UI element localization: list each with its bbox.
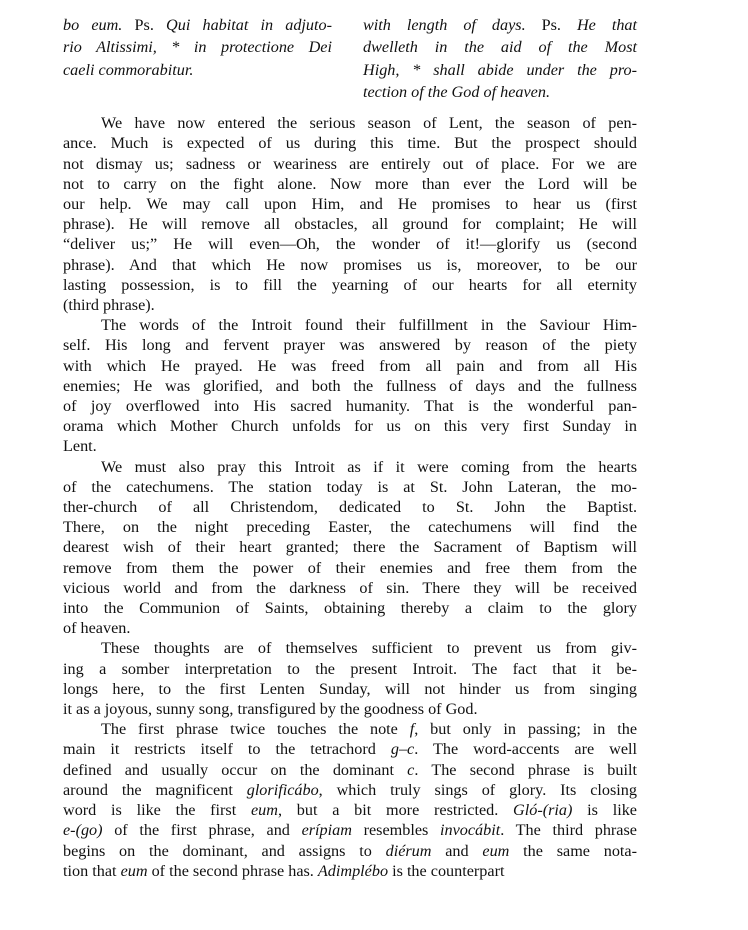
italic-term: eum — [250, 801, 278, 820]
book-page — [63, 14, 637, 881]
text-run: of the first phrase, and — [102, 821, 302, 840]
italic-term: e-(go) — [63, 821, 103, 840]
text-line: orama which Mother Church unfolds for us on this very first Sunday in — [63, 417, 637, 436]
text-line: it as a joyous, sunny song, transfigured by the goodness of God. — [63, 700, 478, 719]
text-run: around the magnificent — [63, 780, 247, 799]
text-line — [63, 719, 637, 739]
italic-term: g–c — [390, 740, 415, 759]
text-line: vicious world and from the darkness of sin. There they will be received — [63, 578, 637, 597]
commentary-body — [63, 113, 637, 881]
text-line: ance. Much is expected of us during this time. But the prospect should — [63, 134, 637, 153]
text-run: . The third phrase — [500, 821, 637, 840]
italic-term: Adimplébo — [317, 861, 389, 880]
text-run: the same nota- — [509, 841, 638, 860]
text-run: . The word-accents are well — [414, 740, 637, 759]
text-run: word is like the first — [63, 801, 251, 820]
text-line: not dismay us; sadness or weariness are entirely out of place. For we are — [63, 154, 637, 173]
commentary-paragraph — [63, 638, 637, 719]
text-line: (third phrase). — [63, 296, 155, 315]
italic-term: invocábit — [439, 821, 501, 840]
text-run: begins on the dominant, and assigns to — [63, 841, 386, 860]
english-verse-line: tection of the God of heaven. — [363, 82, 551, 101]
latin-verse-column — [63, 14, 332, 103]
text-line: not to carry on the fight alone. Now more than ever the Lord will be — [63, 174, 637, 193]
text-line: enemies; He was glorified, and both the fullness of days and the fullness — [63, 376, 637, 395]
text-run: defined and usually occur on the dominant — [63, 760, 408, 779]
text-line: ing a somber interpretation to the present Introit. The fact that it be- — [63, 659, 637, 678]
introit-verse-columns — [63, 14, 637, 103]
text-line: of heaven. — [63, 619, 131, 638]
text-line: phrase). He will remove all obstacles, all ground for complaint; He will — [63, 215, 637, 234]
english-verse-line: High, * shall abide under the pro- — [363, 60, 637, 79]
text-line: phrase). And that which He now promises us is, moreover, to be our — [63, 255, 637, 274]
text-line: self. His long and fervent prayer was answered by reason of the piety — [63, 336, 637, 355]
text-run: is like — [572, 801, 637, 820]
text-line — [63, 861, 637, 881]
text-line — [63, 760, 637, 780]
commentary-paragraph — [63, 315, 637, 456]
text-line: into the Communion of Saints, obtaining thereby a claim to the glory — [63, 599, 637, 618]
italic-term: diérum — [385, 841, 432, 860]
latin-verse-line: rio Altissimi, * in protectione Dei — [63, 38, 332, 57]
commentary-paragraph — [63, 719, 637, 881]
text-run: resembles — [351, 821, 440, 840]
text-line: These thoughts are of themselves sufficient to prevent us from giv- — [101, 639, 637, 658]
italic-term: f — [409, 720, 415, 739]
text-run: , but only in passing; in the — [414, 720, 638, 739]
italic-term: eum — [120, 861, 148, 880]
text-line — [63, 780, 637, 800]
text-run: The first phrase twice touches the note — [101, 720, 410, 739]
text-line: of the catechumens. The station today is at St. John Lateran, the mo- — [63, 477, 637, 496]
text-line: Lent. — [63, 437, 97, 456]
english-verse-line: with length of days. Ps. He that — [363, 16, 637, 34]
italic-term: c — [407, 760, 415, 779]
text-line — [63, 739, 637, 759]
text-line: longs here, to the first Lenten Sunday, will not hinder us from singing — [63, 679, 637, 698]
text-line — [63, 820, 637, 840]
text-run: , but a bit more restricted. — [277, 801, 514, 820]
text-line: lasting possession, is to fill the yearning of our hearts for all eternity — [63, 275, 637, 294]
latin-verse-line: bo eum. Ps. Qui habitat in adjuto- — [63, 16, 332, 34]
text-run: of the second phrase has. — [147, 861, 318, 880]
text-run: . The second phrase is built — [414, 760, 637, 779]
italic-term: Gló-(ria) — [513, 801, 573, 820]
text-line: of joy overflowed into His sacred humanity. That is the wonderful pan- — [63, 397, 637, 416]
english-verse-column — [363, 14, 637, 103]
text-line: We have now entered the serious season of Lent, the season of pen- — [101, 114, 637, 133]
text-line: ther-church of all Christendom, dedicated to St. John the Baptist. — [63, 498, 637, 517]
text-line — [63, 800, 637, 820]
italic-term: erípiam — [301, 821, 352, 840]
commentary-paragraph — [63, 113, 637, 315]
commentary-paragraph — [63, 457, 637, 639]
text-line: The words of the Introit found their fulfillment in the Saviour Him- — [101, 316, 637, 335]
text-line: with which He prayed. He was freed from all pain and from all His — [63, 356, 637, 375]
text-line: our help. We may call upon Him, and He promises to hear us (first — [63, 195, 637, 213]
text-run: , which truly sings of glory. Its closing — [318, 780, 637, 799]
text-line: dearest wish of their heart granted; there the Sacrament of Baptism will — [63, 538, 637, 557]
english-verse-line: dwelleth in the aid of the Most — [363, 38, 637, 57]
text-line: “deliver us;” He will even—Oh, the wonder of it!—glorify us (second — [63, 235, 637, 254]
italic-term: eum — [482, 841, 510, 860]
text-run: tion that — [63, 861, 121, 880]
text-run: is the counterpart — [388, 861, 505, 880]
italic-term: glorificábo — [246, 780, 319, 799]
latin-verse-line: caeli commorabitur. — [63, 60, 194, 79]
text-line — [63, 841, 637, 861]
text-line: remove from them the power of their enemies and free them from the — [63, 558, 637, 577]
text-run: main it restricts itself to the tetrachord — [63, 740, 391, 759]
text-line: We must also pray this Introit as if it were coming from the hearts — [101, 457, 637, 476]
text-line: There, on the night preceding Easter, the catechumens will find the — [63, 518, 637, 537]
text-run: and — [431, 841, 483, 860]
